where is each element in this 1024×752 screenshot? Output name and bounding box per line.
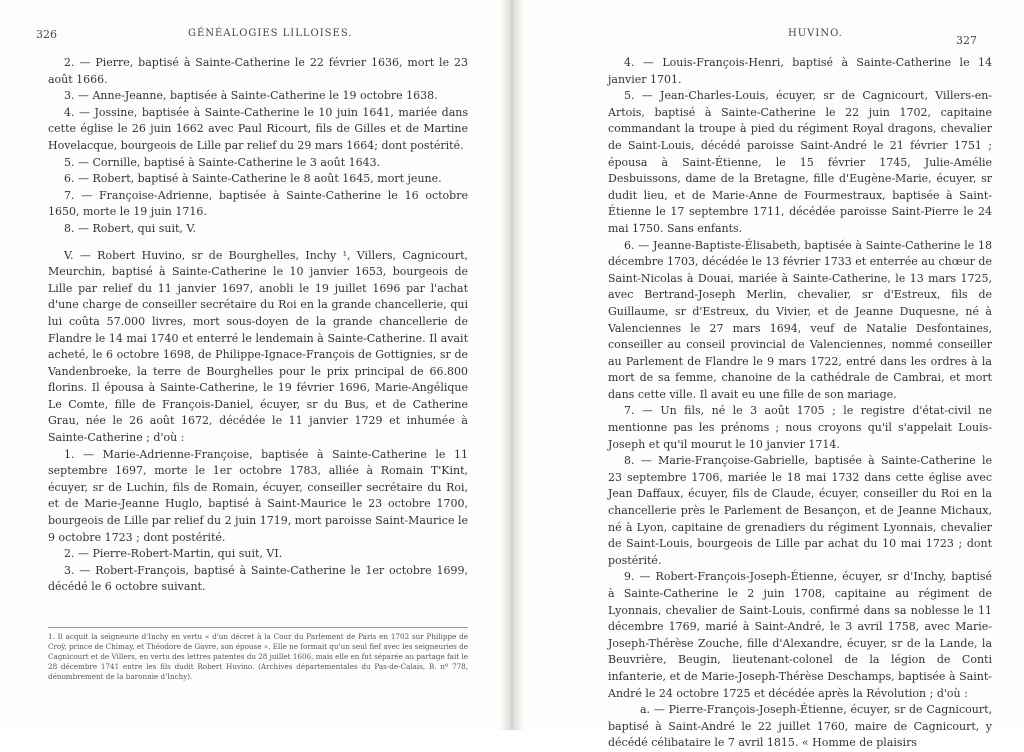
- paragraph: 2. — Pierre, baptisé à Sainte-Catherine le 22 février 1636, mort le 23 août 1666.: [48, 56, 468, 86]
- paragraph: 9. — Robert-François-Joseph-Étienne, écuyer, sr d'Inchy, baptisé à Sainte-Catherine le 2 juin 1708, capitaine au régiment de Lyonnais, chevalier de Saint-Louis, confirmé dans sa noblesse le 11 décembre 1769, marié à Saint-André, le 3 avril 1758, avec Marie-Joseph-Thérèse Zouche, fille d'Alexandre, écuyer, sr de la Lande, la Beuvrière, Beugin, lieutenant-colonel de la légion de Conti infanterie, et de Marie-Joseph-Thérèse Deschamps, baptisée à Saint-André le 24 octobre 1725 et décédée après la Révolution ; d'où :: [608, 570, 992, 700]
- paragraph: 3. — Anne-Jeanne, baptisée à Sainte-Catherine le 19 octobre 1638.: [64, 89, 438, 103]
- paragraph: 4. — Louis-François-Henri, baptisé à Sainte-Catherine le 14 janvier 1701.: [608, 56, 992, 86]
- generation-entry: V. — Robert Huvino, sr de Bourghelles, Inchy ¹, Villers, Cagnicourt, Meurchin, baptisé à Sainte-Catherine le 10 janvier 1653, bourgeois de Lille par relief du 11 janvier 1697, anobli le 19 juillet 1696 par l'achat d'une charge de conseiller secrétaire du Roi en la grande chancellerie, qui lui coûta 57.000 livres, mort sous-doyen de la grande chancellerie de Flandre le 14 mai 1740 et enterré le lendemain à Sainte-Catherine. Il avait acheté, le 6 octobre 1698, de Philippe-Ignace-François de Gottignies, sr de Vandenbroeke, la terre de Bourghelles pour le prix principal de 66.800 florins. Il épousa à Sainte-Catherine, le 19 février 1696, Marie-Angélique Le Comte, fille de François-Daniel, écuyer, sr du Bus, et de Catherine Grau, née le 26 août 1672, décédée le 11 janvier 1729 et inhumée à Sainte-Catherine ; d'où :: [48, 248, 468, 445]
- paragraph: 2. — Pierre-Robert-Martin, qui suit, VI.: [64, 547, 283, 561]
- paragraph: 8. — Marie-Françoise-Gabrielle, baptisée à Sainte-Catherine le 23 septembre 1706, mariée le 18 mai 1732 dans cette église avec Jean Daffaux, écuyer, fils de Claude, écuyer, conseiller du Roi en la chancellerie près le Parlement de Besançon, et de Jeanne Michaux, né à Lyon, capitaine de grenadiers du régiment Lyonnais, chevalier de Saint-Louis, bourgeois de Lille par achat du 10 mai 1723 ; dont postérité.: [608, 454, 992, 567]
- paragraph: 8. — Robert, qui suit, V.: [64, 221, 196, 235]
- paragraph: a. — Pierre-François-Joseph-Étienne, écuyer, sr de Cagnicourt, baptisé à Saint-André le 22 juillet 1760, maire de Cagnicourt, y décédé célibataire le 7 avril 1815. « Homme de plaisirs: [608, 703, 992, 750]
- paragraph: 3. — Robert-François, baptisé à Sainte-Catherine le 1er octobre 1699, décédé le 6 octobre suivant.: [48, 563, 468, 594]
- left-body: [48, 55, 468, 596]
- footnote: 1. Il acquit la seigneurie d'Inchy en vertu « d'un décret à la Cour du Parlement de Paris en 1702 sur Philippe de Croÿ, prince de Chimay, et Théodore de Gavre, son épouse ». Elle ne formait qu'un seul fief avec les seigneuries de Cagnicourt et de Villers, en vertu des lettres patentes du 28 juillet 1606, mais elle en fut séparée au partage fait le 28 décembre 1741 entre les fils dudit Robert Huvino. (Archives départementales du Pas-de-Calais, B. nº 778, dénombrement de la baronnie d'Inchy).: [48, 632, 468, 681]
- paragraph: 6. — Robert, baptisé à Sainte-Catherine le 8 août 1645, mort jeune.: [64, 172, 442, 186]
- left-page: [0, 0, 508, 730]
- running-head: HUVINO.: [788, 28, 843, 39]
- paragraph: 1. — Marie-Adrienne-Françoise, baptisée à Sainte-Catherine le 11 septembre 1697, morte le 1er octobre 1783, alliée à Romain T'Kint, écuyer, sr de Luchin, fils de Romain, écuyer, conseiller secrétaire du Roi, et de Marie-Jeanne Huglo, baptisé à Saint-Maurice le 23 octobre 1700, bourgeois de Lille par relief du 2 juin 1719, mort paroisse Saint-Maurice le 9 octobre 1723 ; dont postérité.: [48, 447, 468, 544]
- right-page: [516, 0, 1024, 750]
- page-number: 326: [36, 28, 57, 41]
- paragraph: 4. — Jossine, baptisée à Sainte-Catherine le 10 juin 1641, mariée dans cette église le 26 juin 1662 avec Paul Ricourt, fils de Gilles et de Martine Hovelacque, bourgeois de Lille par relief du 29 mars 1664; dont postérité.: [48, 105, 468, 152]
- page-number: 327: [956, 34, 977, 47]
- paragraph: 5. — Cornille, baptisé à Sainte-Catherine le 3 août 1643.: [64, 155, 381, 169]
- paragraph: 7. — Françoise-Adrienne, baptisée à Sainte-Catherine le 16 octobre 1650, morte le 19 juin 1716.: [48, 188, 468, 219]
- running-head: GÉNÉALOGIES LILLOISES.: [188, 28, 353, 39]
- footnote-rule: [48, 627, 468, 628]
- right-body: [608, 55, 992, 752]
- paragraph: 5. — Jean-Charles-Louis, écuyer, sr de Cagnicourt, Villers-en-Artois, baptisé à Sainte-Catherine le 22 juin 1702, capitaine commandant la troupe à pied du régiment Royal dragons, chevalier de Saint-Louis, décédé paroisse Saint-André le 21 février 1751 ; épousa à Saint-Étienne, le 15 février 1745, Julie-Amélie Desbuissons, dame de la Bretagne, fille d'Eugène-Marie, écuyer, sr dudit lieu, et de Marie-Anne de Fourmestraux, baptisée à Saint-Étienne le 17 septembre 1711, décédée paroisse Saint-Pierre le 24 mai 1750. Sans enfants.: [608, 89, 992, 235]
- paragraph: 7. — Un fils, né le 3 août 1705 ; le registre d'état-civil ne mentionne pas les prénoms ; nous croyons qu'il s'appelait Louis-Joseph et qu'il mourut le 10 janvier 1714.: [608, 404, 992, 451]
- paragraph: 6. — Jeanne-Baptiste-Élisabeth, baptisée à Sainte-Catherine le 18 décembre 1703, décédée le 13 février 1733 et enterrée au chœur de Saint-Nicolas à Douai, mariée à Sainte-Catherine, le 13 mars 1725, avec Bertrand-Joseph Merlin, chevalier, sr d'Estreux, fils de Guillaume, sr d'Estreux, du Vivier, et de Jeanne Duquesne, né à Valenciennes le 27 mars 1694, veuf de Natalie Desfontaines, conseiller au conseil provincial de Valenciennes, nommé conseiller au Parlement de Flandre le 9 mars 1722, entré dans les ordres à la mort de sa femme, chanoine de la cathédrale de Cambrai, et mort dans cette ville. Il avait eu une fille de son mariage.: [608, 238, 992, 401]
